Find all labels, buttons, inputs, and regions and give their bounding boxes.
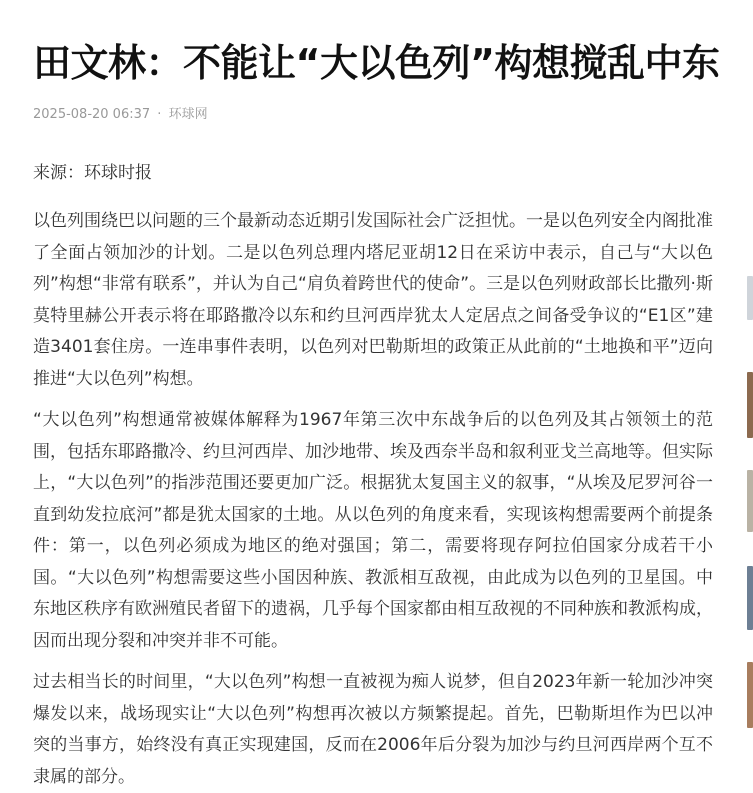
sidebar-thumbnail[interactable] [747,372,753,438]
outlet-link[interactable]: 环球网 [168,107,208,122]
publish-date: 2025-08-20 06:37 [33,107,151,122]
sidebar-thumbnail[interactable] [747,276,753,320]
paragraph: “大以色列”构想通常被媒体解释为1967年第三次中东战争后的以色列及其占领领土的范围，包括东耶路撒冷、约旦河西岸、加沙地带、埃及西奈半岛和叙利亚戈兰高地等。但实际上，“大以色列”的指涉范围还要更加广泛。根据犹太复国主义的叙事，“从埃及尼罗河谷一直到幼发拉底河”都是犹太国家的土地。从以色列的角度来看，实现该构想需要两个前提条件：第一，以色列必须成为地区的绝对强国；第二，需要将现存阿拉伯国家分成若干小国。“大以色列”构想需要这些小国因种族、教派相互敌视，由此成为以色列的卫星国。中东地区秩序有欧洲殖民者留下的遗祸，几乎每个国家都由相互敌视的不同种族和教派构成，因而出现分裂和冲突并非不可能。 [33,410,713,651]
article-meta [33,106,208,124]
paragraph: 以色列围绕巴以问题的三个最新动态近期引发国际社会广泛担忧。一是以色列安全内阁批准了全面占领加沙的计划。二是以色列总理内塔尼亚胡12日在采访中表示，自己与“大以色列”构想“非常有联系”，并认为自己“肩负着跨世代的使命”。三是以色列财政部长比撒列·斯莫特里赫公开表示将在耶路撒冷以东和约旦河西岸犹太人定居点之间备受争议的“E1区”建造3401套住房。一连串事件表明，以色列对巴勒斯坦的政策正从此前的“土地换和平”迈向推进“大以色列”构想。 [33,211,713,389]
sidebar-thumbnail[interactable] [747,662,753,728]
sidebar-thumbnail[interactable] [747,566,753,630]
paragraph: 过去相当长的时间里，“大以色列”构想一直被视为痴人说梦，但自2023年新一轮加沙冲突爆发以来，战场现实让“大以色列”构想再次被以方频繁提起。首先，巴勒斯坦作为巴以冲突的当事方，始终没有真正实现建国，反而在2006年后分裂为加沙与约旦河西岸两个互不隶属的部分。 [33,672,713,787]
article-title: 田文林：不能让“大以色列”构想搅乱中东 [33,41,720,85]
sidebar-thumbnail[interactable] [747,470,753,532]
meta-separator: · [157,107,162,122]
source-line: 来源：环球时报 [33,163,152,183]
